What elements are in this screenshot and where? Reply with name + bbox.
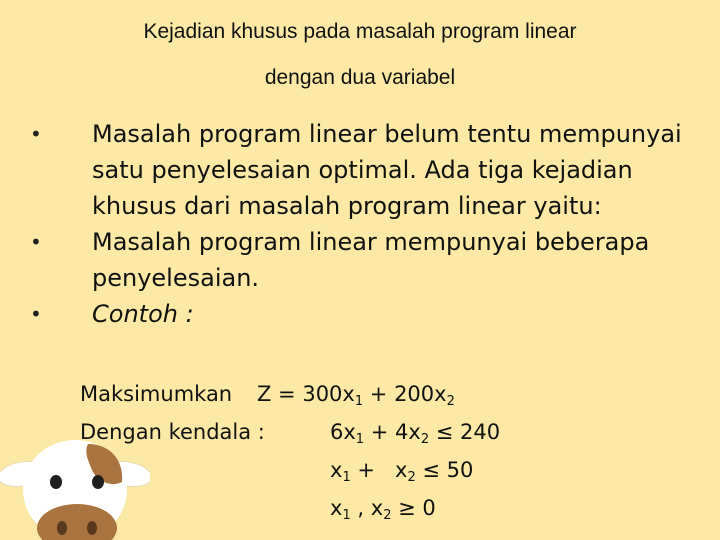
constraint-2 — [330, 458, 473, 485]
expr-part: + 200x — [363, 382, 447, 406]
constraint-label: Dengan kendala : — [80, 420, 265, 444]
bullet-dot-icon: • — [30, 122, 42, 146]
expr-part: ≤ 50 — [415, 458, 474, 482]
bullet-list — [30, 116, 690, 332]
subscript: 2 — [446, 394, 455, 409]
expr-part: x — [330, 496, 343, 520]
slide-title-line-1: Kejadian khusus pada masalah program linear — [143, 20, 577, 43]
expr-part: ≤ 240 — [429, 420, 501, 444]
subscript: 1 — [354, 394, 364, 409]
bullet-dot-icon: • — [30, 302, 42, 326]
subscript: 2 — [407, 470, 416, 485]
subscript: 2 — [420, 432, 430, 447]
bullet-item-3 — [30, 296, 690, 332]
bullet-dot-icon: • — [30, 230, 42, 254]
expr-part: x — [330, 458, 343, 482]
bullet-text: Masalah program linear belum tentu mempunyai satu penyelesaian optimal. Ada tiga kejadian khusus dari masalah program linear yaitu: — [92, 120, 682, 220]
bullet-text: Contoh : — [92, 300, 194, 328]
bullet-item-2 — [30, 224, 690, 296]
slide-title-line-2: dengan dua variabel — [264, 66, 456, 89]
subscript: 1 — [342, 508, 351, 523]
subscript: 2 — [383, 508, 392, 523]
expr-part: + 4x — [364, 420, 421, 444]
bullet-text: Masalah program linear mempunyai beberapa penyelesaian. — [92, 228, 650, 292]
objective-label: Maksimumkan — [80, 382, 233, 406]
objective-expression — [257, 382, 455, 409]
cow-illustration — [0, 430, 150, 540]
expr-part: ≥ 0 — [391, 496, 436, 520]
expr-part: 6x — [330, 420, 356, 444]
subscript: 1 — [355, 432, 365, 447]
bullet-item-1 — [30, 116, 690, 224]
subscript: 1 — [342, 470, 351, 485]
expr-part: , x — [350, 496, 384, 520]
expr-part: + x — [350, 458, 408, 482]
constraint-1 — [330, 420, 500, 447]
expr-part: Z = 300x — [257, 382, 355, 406]
constraint-3 — [330, 496, 436, 523]
